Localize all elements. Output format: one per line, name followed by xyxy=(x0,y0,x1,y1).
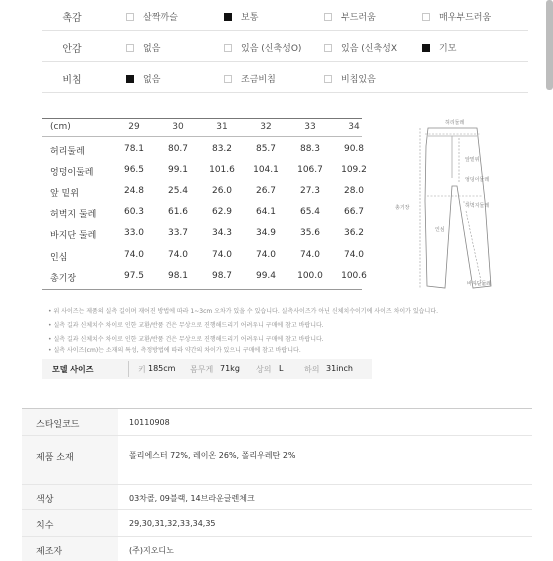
size-cell: 85.7 xyxy=(255,144,277,154)
size-cell: 83.2 xyxy=(211,144,233,154)
size-cell: 28.0 xyxy=(343,186,365,196)
size-cell: 96.5 xyxy=(123,165,145,175)
size-cell: 101.6 xyxy=(209,165,235,175)
info-row-material xyxy=(22,436,532,485)
size-table-bottom-border xyxy=(42,289,362,290)
info-label: 제품 소재 xyxy=(36,453,74,463)
divider xyxy=(128,361,129,377)
size-cell: 74.0 xyxy=(123,250,145,260)
checkbox-icon xyxy=(324,44,332,52)
checkbox-icon xyxy=(126,44,134,52)
size-cell: 88.3 xyxy=(299,144,321,154)
size-cell: 100.6 xyxy=(341,271,367,281)
size-cell: 34.3 xyxy=(211,228,233,238)
size-cell: 25.4 xyxy=(167,186,189,196)
info-value: 폴리에스터 72%, 레이온 26%, 폴리우레탄 2% xyxy=(129,451,296,460)
feel-row-label: 안감 xyxy=(62,44,82,55)
size-cell: 74.0 xyxy=(211,250,233,260)
size-note: • 실측 사이즈(cm)는 소재의 특성, 측정방법에 따라 약간의 차이가 있으니 구매에 참고 바랍니다. xyxy=(48,347,301,354)
size-row-label: 엉덩이둘레 xyxy=(50,168,94,178)
feel-option: 부드러움 xyxy=(324,10,376,23)
size-row-label: 앞 밑위 xyxy=(50,189,79,199)
feel-option: 매우부드러움 xyxy=(422,10,491,23)
diagram-label: 총기장 xyxy=(395,205,410,211)
info-label: 치수 xyxy=(36,521,54,531)
feel-row-label: 촉감 xyxy=(62,13,82,24)
size-cell: 104.1 xyxy=(253,165,279,175)
checkbox-checked-icon xyxy=(224,13,232,21)
size-header: 30 xyxy=(172,122,184,132)
model-size-bar xyxy=(42,359,372,379)
size-cell: 62.9 xyxy=(211,207,233,217)
model-weight-value: 71kg xyxy=(220,364,240,373)
model-height-label: 키 xyxy=(138,365,146,374)
size-cell: 74.0 xyxy=(343,250,365,260)
size-row-label: 허리둘레 xyxy=(50,147,85,157)
size-cell: 97.5 xyxy=(123,271,145,281)
model-height-value: 185cm xyxy=(148,364,176,373)
model-bottom-value: 31inch xyxy=(326,364,353,373)
info-value: 29,30,31,32,33,34,35 xyxy=(129,519,216,528)
model-top-value: L xyxy=(279,364,284,373)
size-cell: 60.3 xyxy=(123,207,145,217)
size-note: • 위 사이즈는 제품의 실측 길이며 재어진 방법에 따라 1~3cm 오차가 있을 수 있습니다. 실측사이즈가 아닌 신체치수이기에 사이즈 차이가 있습니다. xyxy=(48,308,438,315)
size-row-label: 총기장 xyxy=(50,274,77,284)
info-label: 제조자 xyxy=(36,547,63,557)
model-weight-label: 몸무게 xyxy=(190,365,214,374)
feel-option: 비침있음 xyxy=(324,72,376,85)
diagram-label: 인심 xyxy=(435,227,445,233)
size-header: 32 xyxy=(260,122,272,132)
pants-measurement-diagram xyxy=(395,116,515,301)
size-cell: 36.2 xyxy=(343,228,365,238)
size-cell: 99.1 xyxy=(167,165,189,175)
size-header: 29 xyxy=(128,122,140,132)
size-cell: 98.7 xyxy=(211,271,233,281)
size-table-header-border xyxy=(42,136,362,137)
size-cell: 80.7 xyxy=(167,144,189,154)
feel-row-sheerness xyxy=(42,62,528,93)
size-cell: 26.7 xyxy=(255,186,277,196)
info-row-manufacturer xyxy=(22,537,532,561)
size-cell: 33.0 xyxy=(123,228,145,238)
size-cell: 66.7 xyxy=(343,207,365,217)
feel-option: 기모 xyxy=(422,41,456,54)
feel-option: 있음 (신축성X xyxy=(324,41,397,54)
model-bottom-label: 하의 xyxy=(304,365,320,374)
scrollbar-thumb[interactable] xyxy=(546,0,553,90)
feel-option: 없음 xyxy=(126,41,160,54)
info-label: 스타일코드 xyxy=(36,420,80,430)
feel-option: 보통 xyxy=(224,10,258,23)
checkbox-icon xyxy=(324,13,332,21)
info-row-size xyxy=(22,510,532,537)
size-note: • 실측 길과 신체치수 차이로 인한 교환/반품 건은 무상으로 진행해드리기 어려우니 구매에 참고 바랍니다. xyxy=(48,322,324,329)
size-cell: 35.6 xyxy=(299,228,321,238)
size-cell: 100.0 xyxy=(297,271,323,281)
feel-row-lining xyxy=(42,31,528,62)
size-cell: 78.1 xyxy=(123,144,145,154)
size-note: • 실측 길과 신체치수 차이로 인한 교환/반품 건은 무상으로 진행해드리기 어려우니 구매에 참고 바랍니다. xyxy=(48,336,324,343)
model-top-label: 상의 xyxy=(256,365,272,374)
size-table-top-border xyxy=(42,118,362,119)
size-cell: 74.0 xyxy=(167,250,189,260)
size-cell: 65.4 xyxy=(299,207,321,217)
feel-row-label: 비침 xyxy=(62,75,82,86)
diagram-label: 허리둘레 xyxy=(445,120,465,126)
diagram-label: 허벅지둘레 xyxy=(465,203,490,209)
checkbox-icon xyxy=(126,13,134,21)
size-cell: 99.4 xyxy=(255,271,277,281)
size-cell: 106.7 xyxy=(297,165,323,175)
feel-option: 있음 (신축성O) xyxy=(224,41,301,54)
checkbox-checked-icon xyxy=(422,44,430,52)
size-cell: 27.3 xyxy=(299,186,321,196)
feel-option: 조금비침 xyxy=(224,72,276,85)
size-row-label: 인심 xyxy=(50,253,68,263)
info-label: 색상 xyxy=(36,495,54,505)
diagram-label: 바지단둘레 xyxy=(467,281,492,287)
size-header: 31 xyxy=(216,122,228,132)
size-cell: 74.0 xyxy=(255,250,277,260)
size-header: 33 xyxy=(304,122,316,132)
size-header: 34 xyxy=(348,122,360,132)
size-cell: 74.0 xyxy=(299,250,321,260)
size-cell: 90.8 xyxy=(343,144,365,154)
size-cell: 109.2 xyxy=(341,165,367,175)
size-cell: 98.1 xyxy=(167,271,189,281)
info-value: 10110908 xyxy=(129,418,170,427)
size-table-unit: (cm) xyxy=(50,122,71,132)
size-cell: 34.9 xyxy=(255,228,277,238)
info-row-style-code xyxy=(22,409,532,436)
checkbox-icon xyxy=(224,75,232,83)
pants-outline-icon xyxy=(395,116,515,301)
info-row-color xyxy=(22,485,532,510)
feel-option: 없음 xyxy=(126,72,160,85)
model-size-title: 모델 사이즈 xyxy=(52,365,94,374)
size-row-label: 바지단 둘레 xyxy=(50,231,97,241)
info-value: 03차콜, 09블랙, 14브라운글렌체크 xyxy=(129,494,255,503)
diagram-label: 앞밑위 xyxy=(465,157,480,163)
size-cell: 26.0 xyxy=(211,186,233,196)
size-cell: 24.8 xyxy=(123,186,145,196)
feel-row-texture xyxy=(42,0,528,31)
checkbox-icon xyxy=(422,13,430,21)
checkbox-icon xyxy=(324,75,332,83)
size-row-label: 허벅지 둘레 xyxy=(50,210,97,220)
size-cell: 64.1 xyxy=(255,207,277,217)
feel-option: 살짝까슬 xyxy=(126,10,178,23)
checkbox-icon xyxy=(224,44,232,52)
size-cell: 61.6 xyxy=(167,207,189,217)
diagram-label: 엉덩이둘레 xyxy=(465,177,490,183)
checkbox-checked-icon xyxy=(126,75,134,83)
size-cell: 33.7 xyxy=(167,228,189,238)
info-value: (주)지오디노 xyxy=(129,546,174,555)
